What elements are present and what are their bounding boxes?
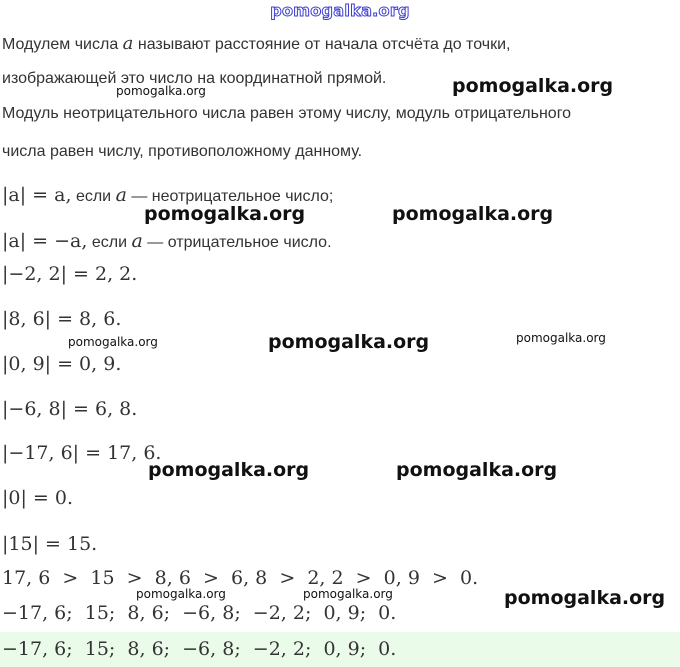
variable-a: a [122, 33, 134, 54]
rule-negative [2, 229, 332, 255]
variable-a: a [131, 230, 143, 252]
definition-line-2: изображающей это число на координатной прямой. [2, 70, 387, 87]
example-2: |8, 6| = 8, 6. [2, 308, 122, 330]
definition-text: называют расстояние от начала отсчёта до точки, [133, 36, 511, 53]
watermark: pomogalka.org [392, 203, 554, 225]
variable-a: a [115, 184, 127, 206]
rule-formula: |a| = −a, [2, 230, 88, 252]
comparison-chain: 17, 6 > 15 > 8, 6 > 6, 8 > 2, 2 > 0, 9 > 0. [2, 567, 479, 589]
watermark: pomogalka.org [68, 335, 158, 349]
definition-line-3: Модуль неотрицательного числа равен этому числу, модуль отрицательного [2, 105, 572, 122]
example-6: |0| = 0. [2, 487, 74, 509]
example-7: |15| = 15. [2, 533, 98, 555]
definition-line-4: числа равен числу, противоположному данному. [2, 143, 363, 160]
watermark: pomogalka.org [452, 75, 614, 97]
rule-text: если [87, 234, 132, 251]
example-3: |0, 9| = 0, 9. [2, 353, 122, 375]
watermark: pomogalka.org [144, 203, 306, 225]
rule-formula: |a| = a, [2, 184, 72, 206]
ordered-list: −17, 6; 15; 8, 6; −6, 8; −2, 2; 0, 9; 0. [2, 602, 397, 624]
answer-text: −17, 6; 15; 8, 6; −6, 8; −2, 2; 0, 9; 0. [2, 638, 397, 660]
watermark: pomogalka.org [268, 331, 430, 353]
definition-text: Модулем числа [2, 36, 123, 53]
watermark: pomogalka.org [148, 459, 310, 481]
rule-text: если [71, 188, 116, 205]
watermark: pomogalka.org [116, 84, 206, 98]
example-5: |−17, 6| = 17, 6. [2, 442, 162, 464]
rule-text: — неотрицательное число; [126, 188, 334, 205]
site-logo[interactable]: pomogalka.org [270, 1, 410, 20]
watermark: pomogalka.org [136, 587, 226, 601]
definition-line-1 [2, 33, 510, 56]
watermark: pomogalka.org [303, 587, 393, 601]
watermark: pomogalka.org [504, 587, 666, 609]
rule-text: — отрицательное число. [142, 234, 332, 251]
example-1: |−2, 2| = 2, 2. [2, 263, 138, 285]
example-4: |−6, 8| = 6, 8. [2, 398, 138, 420]
watermark: pomogalka.org [516, 331, 606, 345]
watermark: pomogalka.org [396, 459, 558, 481]
